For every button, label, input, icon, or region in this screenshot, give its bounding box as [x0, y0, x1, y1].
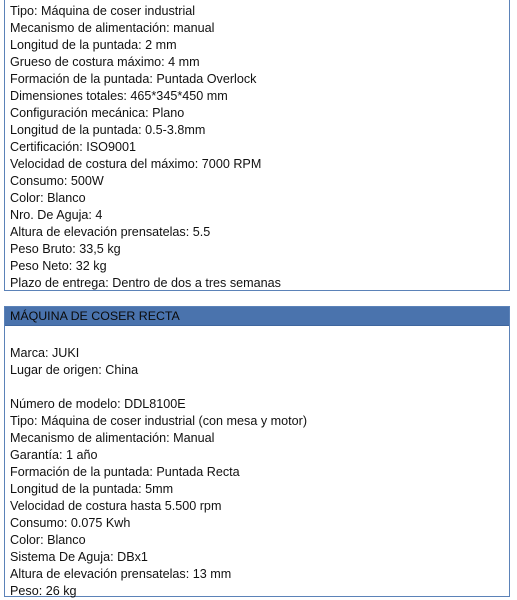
- spec-line: Grueso de costura máximo: 4 mm: [10, 55, 200, 69]
- spec-line: Longitud de la puntada: 0.5-3.8mm: [10, 123, 206, 137]
- spec-line: Certificación: ISO9001: [10, 140, 136, 154]
- spacer: [10, 379, 509, 396]
- straight-machine-spec-list: [5, 326, 509, 600]
- spec-line: Peso Neto: 32 kg: [10, 259, 107, 273]
- overlock-spec-box: [4, 0, 510, 291]
- spec-line: Mecanismo de alimentación: Manual: [10, 431, 215, 445]
- spec-line: Nro. De Aguja: 4: [10, 208, 103, 222]
- spec-line: Altura de elevación prensatelas: 5.5: [10, 225, 211, 239]
- spec-line: Dimensiones totales: 465*345*450 mm: [10, 89, 228, 103]
- spec-line: Consumo: 500W: [10, 174, 104, 188]
- spec-line: Formación de la puntada: Puntada Overlock: [10, 72, 257, 86]
- overlock-spec-list: [5, 3, 509, 292]
- spec-line: Consumo: 0.075 Kwh: [10, 516, 131, 530]
- spec-line: Garantía: 1 año: [10, 448, 98, 462]
- spec-line: Peso Bruto: 33,5 kg: [10, 242, 121, 256]
- spec-line: Plazo de entrega: Dentro de dos a tres semanas: [10, 276, 281, 290]
- spec-line: Configuración mecánica: Plano: [10, 106, 185, 120]
- spec-line: Mecanismo de alimentación: manual: [10, 21, 215, 35]
- spec-line: Color: Blanco: [10, 533, 86, 547]
- spec-line: Altura de elevación prensatelas: 13 mm: [10, 567, 232, 581]
- spec-line: Formación de la puntada: Puntada Recta: [10, 465, 240, 479]
- spec-line: Color: Blanco: [10, 191, 86, 205]
- spec-line: Lugar de origen: China: [10, 363, 139, 377]
- spec-line: Marca: JUKI: [10, 346, 80, 360]
- spec-line: Velocidad de costura hasta 5.500 rpm: [10, 499, 222, 513]
- spec-line: Tipo: Máquina de coser industrial (con mesa y motor): [10, 414, 308, 428]
- spec-line: Número de modelo: DDL8100E: [10, 397, 186, 411]
- spec-line: Tipo: Máquina de coser industrial: [10, 4, 196, 18]
- spec-line: Sistema De Aguja: DBx1: [10, 550, 148, 564]
- spec-line: Longitud de la puntada: 5mm: [10, 482, 174, 496]
- spec-line: Velocidad de costura del máximo: 7000 RPM: [10, 157, 262, 171]
- spec-line: Peso: 26 kg: [10, 584, 77, 598]
- section-title: MÁQUINA DE COSER RECTA: [5, 307, 509, 326]
- straight-machine-spec-box: [4, 306, 510, 597]
- spec-line: Longitud de la puntada: 2 mm: [10, 38, 177, 52]
